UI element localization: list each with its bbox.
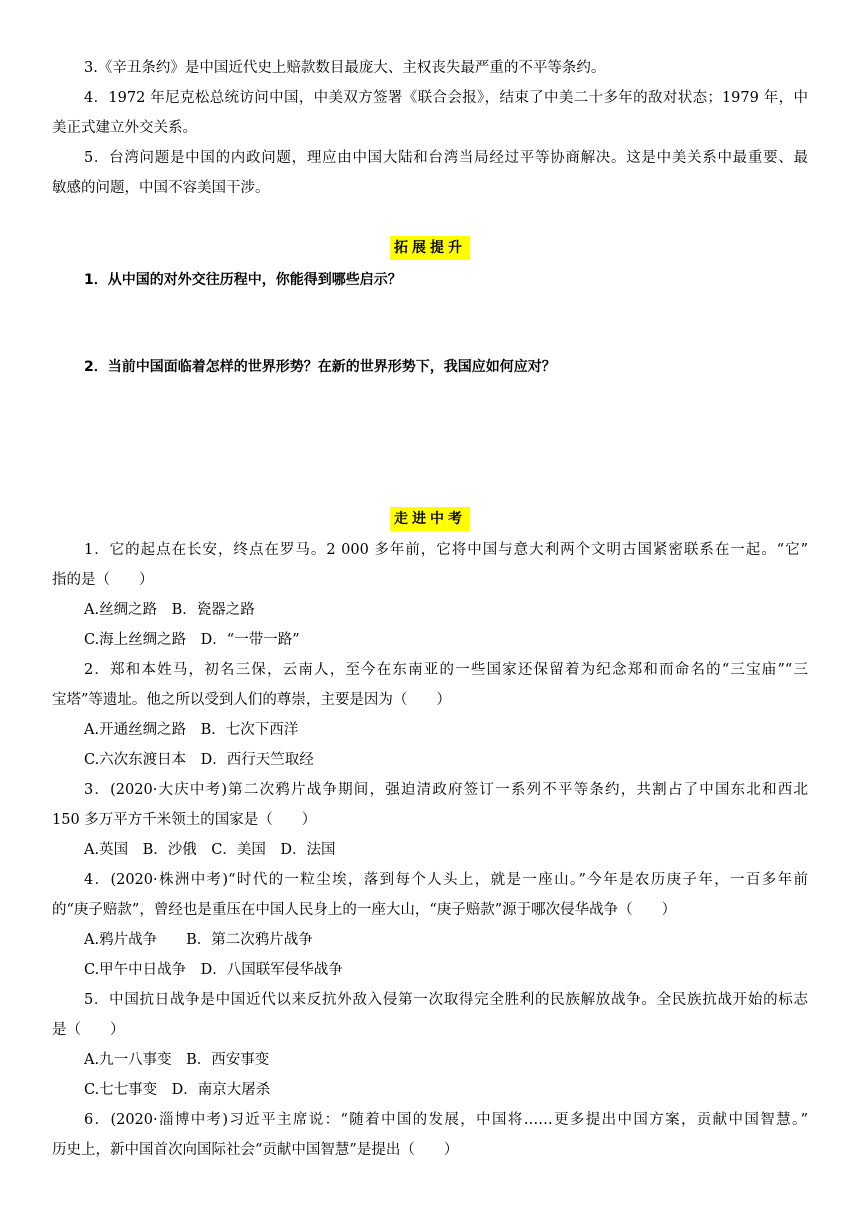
exam-q2-line-2: 宝塔”等遗址。他之所以受到人们的尊崇，主要是因为（ ） bbox=[52, 692, 451, 708]
exam-q4-options-2: C.甲午中日战争 D．八国联军侵华战争 bbox=[84, 962, 343, 978]
exam-q1-line-1: 1．它的起点在长安，终点在罗马。2 000 多年前，它将中国与意大利两个文明古国紧密联系在一起。“它” bbox=[84, 542, 808, 558]
extension-question-2: 2．当前中国面临着怎样的世界形势？在新的世界形势下，我国应如何应对？ bbox=[84, 359, 556, 375]
exam-q2-line-1: 2．郑和本姓马，初名三保，云南人，至今在东南亚的一些国家还保留着为纪念郑和而命名的“三宝庙”“三 bbox=[84, 662, 808, 678]
point-4-line-2: 美正式建立外交关系。 bbox=[52, 120, 197, 136]
exam-q1-line-2: 指的是（ ） bbox=[52, 572, 154, 588]
exam-q5-line-2: 是（ ） bbox=[52, 1022, 125, 1038]
exam-q1-options-1: A.丝绸之路 B．瓷器之路 bbox=[84, 602, 255, 618]
point-4-line-1: 4．1972 年尼克松总统访问中国，中美双方签署《联合会报》，结束了中美二十多年的敌对状态；1979 年，中 bbox=[84, 90, 808, 106]
exam-q5-line-1: 5．中国抗日战争是中国近代以来反抗外敌入侵第一次取得完全胜利的民族解放战争。全民族抗战开始的标志 bbox=[84, 992, 808, 1008]
extension-question-1: 1．从中国的对外交往历程中，你能得到哪些启示？ bbox=[84, 272, 402, 288]
exam-q4-line-2: 的“庚子赔款”，曾经也是重压在中国人民身上的一座大山，“庚子赔款”源于哪次侵华战争（ ） bbox=[52, 902, 677, 918]
point-5-line-2: 敏感的问题，中国不容美国干涉。 bbox=[52, 180, 270, 196]
section-title: 走进中考 bbox=[390, 507, 470, 531]
exam-q3-line-1: 3．(2020·大庆中考)第二次鸦片战争期间，强迫清政府签订一系列不平等条约，共割占了中国东北和西北 bbox=[84, 782, 808, 798]
exam-q6-line-1: 6．(2020·淄博中考)习近平主席说：“随着中国的发展，中国将……更多提出中国方案，贡献中国智慧。” bbox=[84, 1112, 808, 1128]
exam-q5-options-2: C.七七事变 D．南京大屠杀 bbox=[84, 1082, 271, 1098]
exam-q2-options-2: C.六次东渡日本 D．西行天竺取经 bbox=[84, 752, 314, 768]
exam-q5-options-1: A.九一八事变 B．西安事变 bbox=[84, 1052, 270, 1068]
exam-q3-line-2: 150 多万平方千米领土的国家是（ ） bbox=[52, 812, 317, 828]
exam-q4-line-1: 4．(2020·株洲中考)“时代的一粒尘埃，落到每个人头上，就是一座山。”今年是农历庚子年，一百多年前 bbox=[84, 872, 808, 888]
section-heading-extension bbox=[0, 236, 860, 260]
exam-q4-options-1: A.鸦片战争 B．第二次鸦片战争 bbox=[84, 932, 313, 948]
exam-q1-options-2: C.海上丝绸之路 D．“一带一路” bbox=[84, 632, 300, 648]
point-5-line-1: 5．台湾问题是中国的内政问题，理应由中国大陆和台湾当局经过平等协商解决。这是中美关系中最重要、最 bbox=[84, 150, 808, 166]
exam-q6-line-2: 历史上，新中国首次向国际社会“贡献中国智慧”是提出（ ） bbox=[52, 1142, 459, 1158]
section-title: 拓展提升 bbox=[390, 236, 470, 260]
point-3-line: 3.《辛丑条约》是中国近代史上赔款数目最庞大、主权丧失最严重的不平等条约。 bbox=[84, 60, 606, 76]
exam-q2-options-1: A.开通丝绸之路 B．七次下西洋 bbox=[84, 722, 299, 738]
section-heading-exam bbox=[0, 507, 860, 531]
exam-q3-options-1: A.英国 B．沙俄 C．美国 D．法国 bbox=[84, 842, 336, 858]
